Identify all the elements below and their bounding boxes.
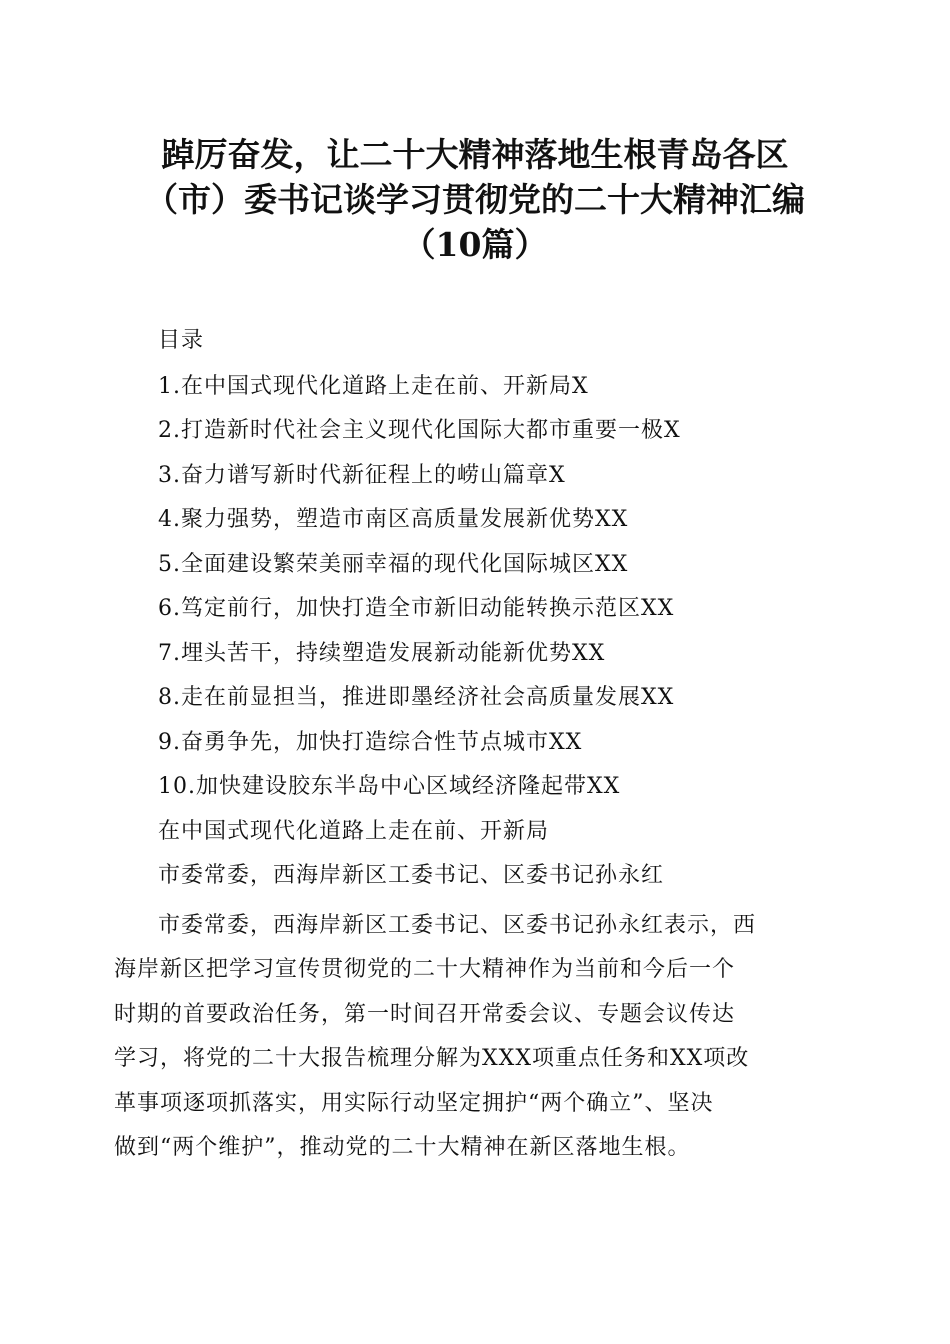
title-line-3: （10篇） xyxy=(402,225,548,264)
paragraph-line: 海岸新区把学习宣传贯彻党的二十大精神作为当前和今后一个 xyxy=(114,957,736,983)
article-author: 市委常委，西海岸新区工委书记、区委书记孙永红 xyxy=(158,863,665,888)
toc-item: 3.奋力谱写新时代新征程上的崂山篇章X xyxy=(158,463,566,488)
toc-item: 6.笃定前行，加快打造全市新旧动能转换示范区XX xyxy=(158,596,675,621)
paragraph-line: 革事项逐项抓落实，用实际行动坚定拥护“两个确立”、坚决 xyxy=(114,1090,714,1116)
paragraph-line: 学习，将党的二十大报告梳理分解为XXX项重点任务和XX项改 xyxy=(114,1046,750,1072)
toc-item: 2.打造新时代社会主义现代化国际大都市重要一极X xyxy=(158,418,681,443)
toc-item: 1.在中国式现代化道路上走在前、开新局X xyxy=(158,374,589,399)
toc-item: 8.走在前显担当，推进即墨经济社会高质量发展XX xyxy=(158,685,675,710)
paragraph-line: 市委常委，西海岸新区工委书记、区委书记孙永红表示，西 xyxy=(158,913,757,938)
title-line-2: （市）委书记谈学习贯彻党的二十大精神汇编 xyxy=(145,180,805,219)
toc-item: 10.加快建设胶东半岛中心区域经济隆起带XX xyxy=(158,774,621,799)
toc-item: 7.埋头苦干，持续塑造发展新动能新优势XX xyxy=(158,641,606,666)
toc-item: 5.全面建设繁荣美丽幸福的现代化国际城区XX xyxy=(158,552,629,577)
article-heading: 在中国式现代化道路上走在前、开新局 xyxy=(158,819,550,844)
toc-item: 4.聚力强势，塑造市南区高质量发展新优势XX xyxy=(158,507,629,532)
article-paragraph xyxy=(114,904,834,1170)
toc-item: 9.奋勇争先，加快打造综合性节点城市XX xyxy=(158,730,583,755)
document-title xyxy=(100,132,850,267)
toc-heading: 目录 xyxy=(158,328,205,353)
paragraph-line: 做到“两个维护”，推动党的二十大精神在新区落地生根。 xyxy=(114,1135,691,1161)
title-line-1: 踔厉奋发，让二十大精神落地生根青岛各区 xyxy=(161,135,789,174)
paragraph-line: 时期的首要政治任务，第一时间召开常委会议、专题会议传达 xyxy=(114,1001,736,1027)
